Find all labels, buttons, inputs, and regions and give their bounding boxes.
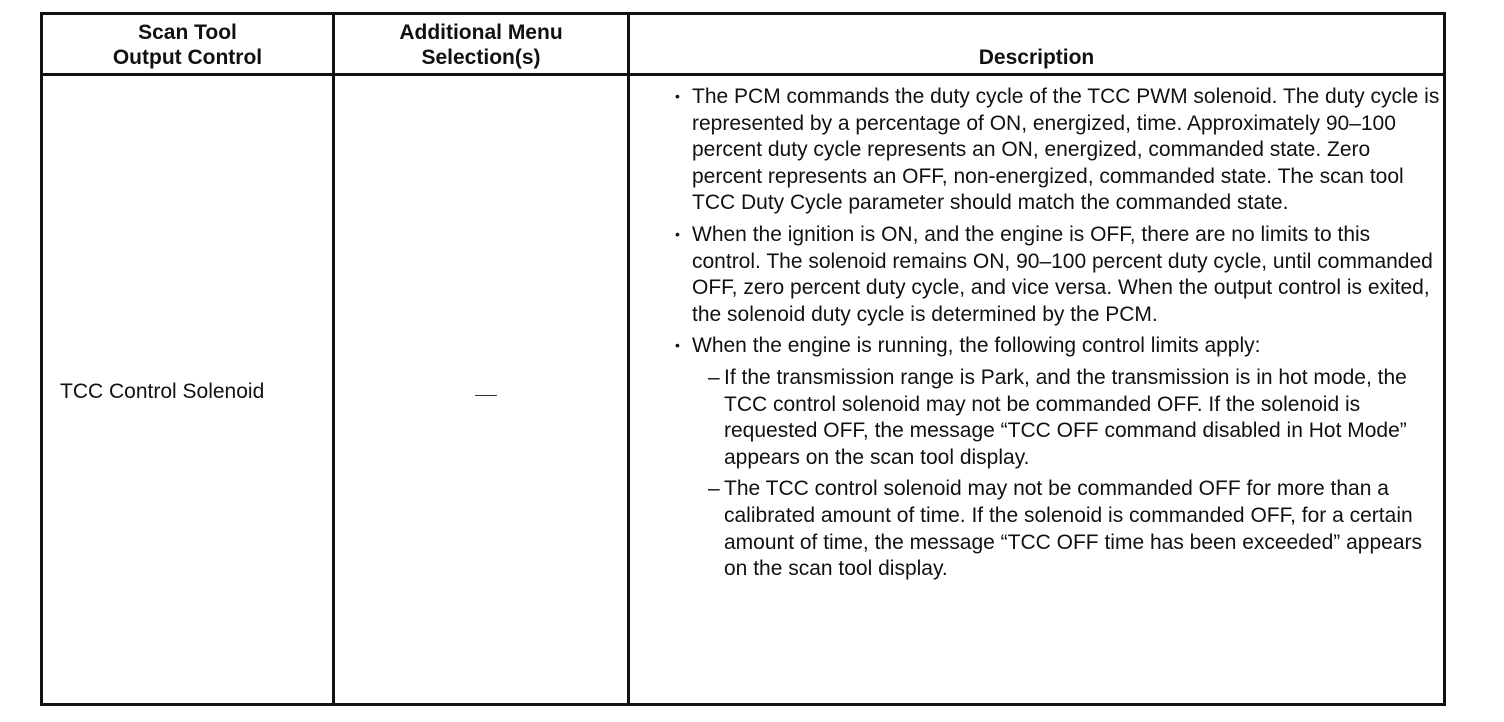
description-bullet-2 bbox=[670, 222, 1442, 328]
header-col2-line1: Additional Menu bbox=[399, 21, 563, 44]
menu-selection-none bbox=[475, 395, 497, 396]
header-scan-tool-output-control bbox=[43, 20, 332, 70]
dash-mark: – bbox=[708, 365, 720, 389]
column-divider-1 bbox=[332, 15, 335, 703]
description-content bbox=[670, 84, 1442, 588]
header-additional-menu-selections bbox=[335, 20, 627, 70]
description-sub-item-2 bbox=[670, 476, 1442, 582]
bullet-text: When the ignition is ON, and the engine is OFF, there are no limits to this control. The solenoid remains ON, 90–100 percent duty cycle, until commanded OFF, zero percent duty cycle, and vice versa. When the output control is exited, the solenoid duty cycle is determined by the PCM. bbox=[692, 222, 1433, 326]
header-divider bbox=[43, 73, 1443, 76]
header-description bbox=[630, 45, 1443, 70]
bullet-text: The PCM commands the duty cycle of the TCC PWM solenoid. The duty cycle is represented by a percentage of ON, energized, time. Approximately 90–100 percent duty cycle represents an ON, energized, commanded state. Zero percent represents an OFF, non-energized, commanded state. The scan tool TCC Duty Cycle parameter should match the commanded state. bbox=[692, 85, 1440, 215]
column-divider-2 bbox=[627, 15, 630, 703]
bullet-mark: • bbox=[675, 88, 680, 104]
output-control-name: TCC Control Solenoid bbox=[60, 380, 265, 403]
header-col1-line2: Output Control bbox=[112, 46, 263, 69]
description-bullet-1 bbox=[670, 84, 1442, 217]
bullet-text: When the engine is running, the following control limits apply: bbox=[692, 334, 1261, 358]
header-col1-line1: Scan Tool bbox=[138, 21, 237, 44]
bullet-mark: • bbox=[675, 225, 680, 242]
header-col3: Description bbox=[978, 46, 1095, 69]
dash-mark: – bbox=[708, 477, 720, 501]
description-bullet-3 bbox=[670, 333, 1442, 360]
sub-item-text: The TCC control solenoid may not be commanded OFF for more than a calibrated amount of time. If the solenoid is commanded OFF, for a certain amount of time, the message “TCC OFF time has been exceeded” appears on the scan tool display. bbox=[724, 477, 1422, 581]
bullet-mark: • bbox=[675, 337, 680, 354]
sub-item-text: If the transmission range is Park, and the transmission is in hot mode, the TCC control solenoid may not be commanded OFF. If the solenoid is requested OFF, the message “TCC OFF command disabled in Hot Mode” appears on the scan tool display. bbox=[724, 365, 1407, 469]
description-sub-item-1 bbox=[670, 365, 1442, 471]
header-col2-line2: Selection(s) bbox=[421, 46, 541, 69]
